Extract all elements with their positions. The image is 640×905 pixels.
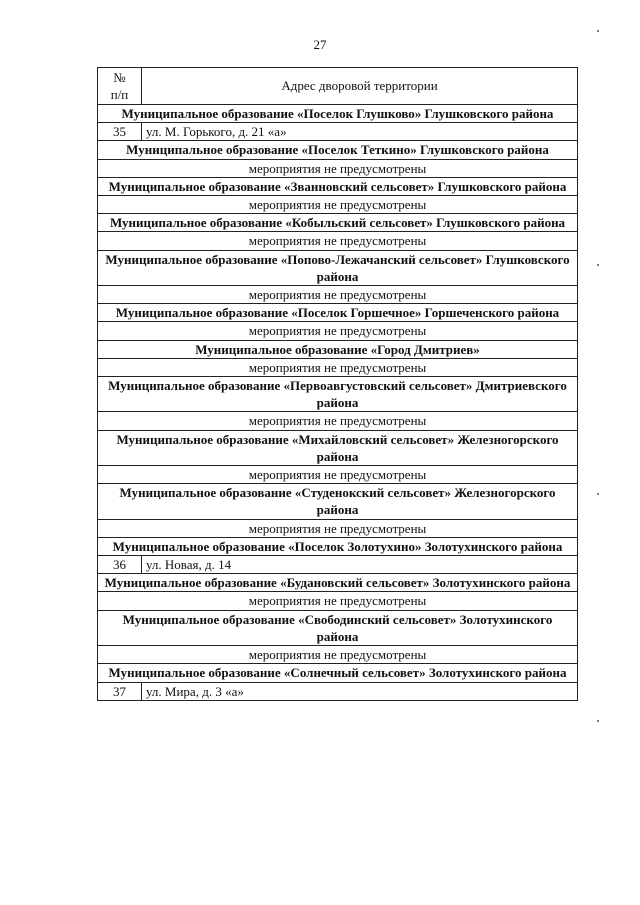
municipality-heading: Муниципальное образование «Кобыльский сельсовет» Глушковского района (98, 214, 578, 232)
no-measures-row (98, 232, 578, 250)
municipality-heading: Муниципальное образование «Студенокский сельсовет» Железногорского района (98, 484, 578, 519)
no-measures-row (98, 322, 578, 340)
table-header-row (98, 68, 578, 105)
municipality-heading: Муниципальное образование «Первоавгустовский сельсовет» Дмитриевского района (98, 377, 578, 412)
entry-number: 35 (98, 123, 142, 141)
municipality-heading-row (98, 664, 578, 682)
no-measures-note: мероприятия не предусмотрены (98, 286, 578, 304)
column-header-number (98, 68, 142, 105)
municipality-heading-row (98, 250, 578, 285)
municipality-heading: Муниципальное образование «Поселок Горшечное» Горшеченского района (98, 304, 578, 322)
table-row (98, 123, 578, 141)
municipality-heading-row (98, 610, 578, 645)
address-table-body (98, 68, 578, 701)
municipality-heading-row (98, 430, 578, 465)
municipality-heading-row (98, 537, 578, 555)
no-measures-row (98, 412, 578, 430)
municipality-heading: Муниципальное образование «Город Дмитриев» (98, 340, 578, 358)
address-table (97, 67, 578, 701)
no-measures-row (98, 196, 578, 214)
scan-speck (597, 264, 599, 266)
municipality-heading-row (98, 484, 578, 519)
no-measures-row (98, 286, 578, 304)
no-measures-row (98, 592, 578, 610)
municipality-heading: Муниципальное образование «Свободинский сельсовет» Золотухинского района (98, 610, 578, 645)
municipality-heading-row (98, 141, 578, 159)
municipality-heading-row (98, 574, 578, 592)
no-measures-row (98, 358, 578, 376)
no-measures-note: мероприятия не предусмотрены (98, 646, 578, 664)
no-measures-note: мероприятия не предусмотрены (98, 358, 578, 376)
entry-number: 37 (98, 682, 142, 700)
no-measures-note: мероприятия не предусмотрены (98, 322, 578, 340)
no-measures-note: мероприятия не предусмотрены (98, 196, 578, 214)
municipality-heading-row (98, 177, 578, 195)
municipality-heading: Муниципальное образование «Михайловский сельсовет» Железногорского района (98, 430, 578, 465)
municipality-heading: Муниципальное образование «Поселок Золотухино» Золотухинского района (98, 537, 578, 555)
municipality-heading-row (98, 377, 578, 412)
no-measures-row (98, 519, 578, 537)
municipality-heading: Муниципальное образование «Званновский сельсовет» Глушковского района (98, 177, 578, 195)
scan-speck (597, 493, 599, 495)
scan-speck (597, 30, 599, 32)
municipality-heading-row (98, 105, 578, 123)
no-measures-note: мероприятия не предусмотрены (98, 466, 578, 484)
table-row (98, 556, 578, 574)
no-measures-row (98, 646, 578, 664)
no-measures-note: мероприятия не предусмотрены (98, 159, 578, 177)
no-measures-note: мероприятия не предусмотрены (98, 592, 578, 610)
entry-number: 36 (98, 556, 142, 574)
municipality-heading-row (98, 214, 578, 232)
no-measures-note: мероприятия не предусмотрены (98, 232, 578, 250)
municipality-heading: Муниципальное образование «Поселок Теткино» Глушковского района (98, 141, 578, 159)
entry-address: ул. Мира, д. 3 «а» (142, 682, 578, 700)
column-header-number-text: № п/п (110, 69, 129, 102)
municipality-heading: Муниципальное образование «Солнечный сельсовет» Золотухинского района (98, 664, 578, 682)
table-row (98, 682, 578, 700)
no-measures-note: мероприятия не предусмотрены (98, 519, 578, 537)
column-header-address: Адрес дворовой территории (142, 68, 578, 105)
municipality-heading: Муниципальное образование «Попово-Лежачанский сельсовет» Глушковского района (98, 250, 578, 285)
municipality-heading-row (98, 304, 578, 322)
entry-address: ул. М. Горького, д. 21 «а» (142, 123, 578, 141)
scan-speck (597, 720, 599, 722)
municipality-heading: Муниципальное образование «Поселок Глушково» Глушковского района (98, 105, 578, 123)
page-number: 27 (313, 37, 327, 52)
no-measures-row (98, 466, 578, 484)
municipality-heading: Муниципальное образование «Будановский сельсовет» Золотухинского района (98, 574, 578, 592)
entry-address: ул. Новая, д. 14 (142, 556, 578, 574)
municipality-heading-row (98, 340, 578, 358)
no-measures-row (98, 159, 578, 177)
no-measures-note: мероприятия не предусмотрены (98, 412, 578, 430)
